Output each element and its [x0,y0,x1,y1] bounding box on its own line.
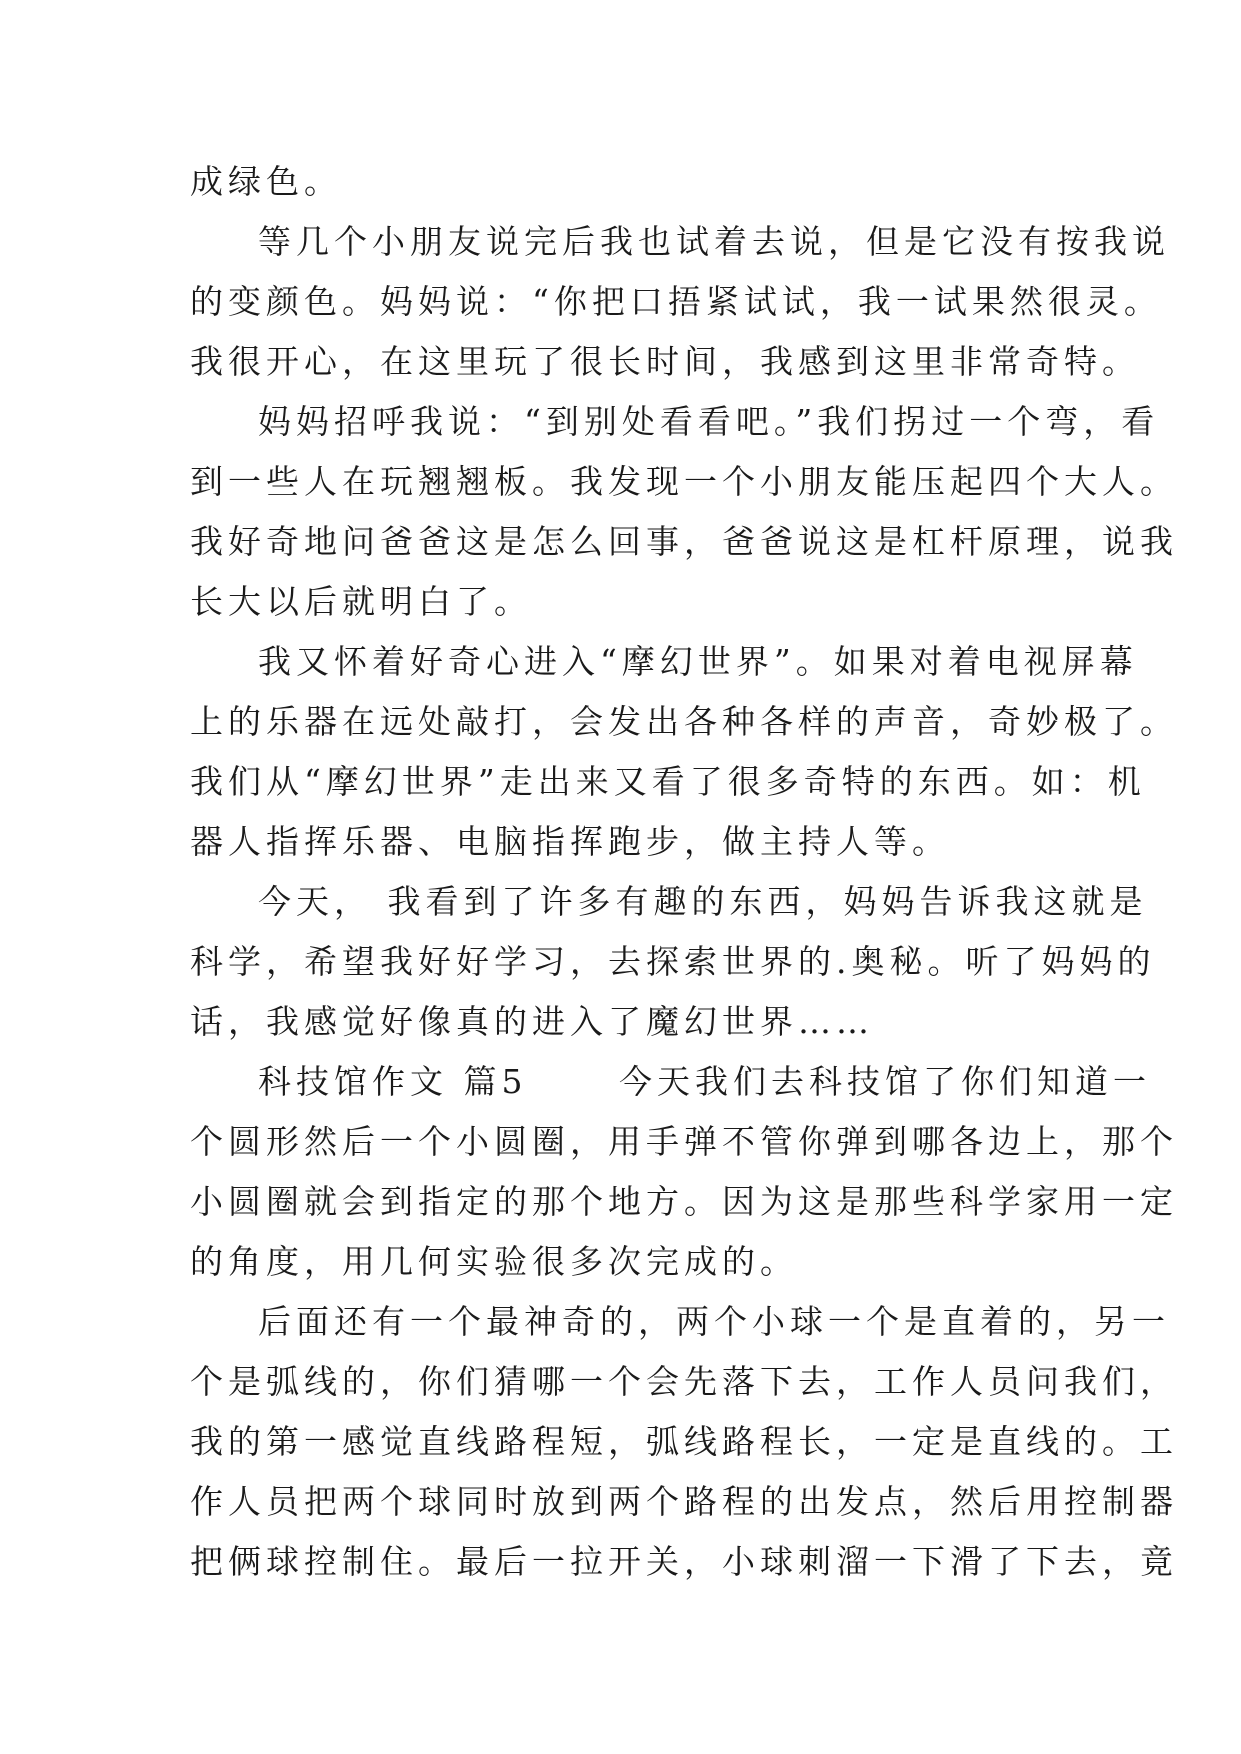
text-line-5: 妈妈招呼我说：“到别处看看吧。”我们拐过一个弯，看 [258,402,1160,441]
text-line-19: 的角度，用几何实验很多次完成的。 [190,1242,798,1281]
text-line-4: 我很开心，在这里玩了很长时间，我感到这里非常奇特。 [190,342,1140,381]
text-line-21: 个是弧线的，你们猜哪一个会先落下去，工作人员问我们， [190,1362,1178,1401]
text-line-7: 我好奇地问爸爸这是怎么回事，爸爸说这是杠杆原理，说我 [190,522,1178,561]
text-line-23: 作人员把两个球同时放到两个路程的出发点，然后用控制器 [190,1482,1178,1521]
text-line-9: 我又怀着好奇心进入“摩幻世界”。如果对着电视屏幕 [258,642,1138,681]
text-line-12: 器人指挥乐器、电脑指挥跑步，做主持人等。 [190,822,950,861]
text-line-18: 小圆圈就会到指定的那个地方。因为这是那些科学家用一定 [190,1182,1178,1221]
text-line-24: 把俩球控制住。最后一拉开关，小球刺溜一下滑了下去，竟 [190,1542,1178,1581]
text-line-16: 科技馆作文 篇5 今天我们去科技馆了你们知道一 [258,1062,1151,1101]
text-line-8: 长大以后就明白了。 [190,582,532,621]
text-line-2: 等几个小朋友说完后我也试着去说，但是它没有按我说 [258,222,1170,261]
text-line-13: 今天， 我看到了许多有趣的东西，妈妈告诉我这就是 [258,882,1148,921]
text-line-6: 到一些人在玩翘翘板。我发现一个小朋友能压起四个大人。 [190,462,1178,501]
text-line-14: 科学，希望我好好学习，去探索世界的.奥秘。听了妈妈的 [190,942,1156,981]
text-line-20: 后面还有一个最神奇的，两个小球一个是直着的，另一 [258,1302,1170,1341]
text-line-22: 我的第一感觉直线路程短，弧线路程长，一定是直线的。工 [190,1422,1178,1461]
text-line-1: 成绿色。 [190,162,342,201]
text-line-3: 的变颜色。妈妈说：“你把口捂紧试试，我一试果然很灵。 [190,282,1162,321]
text-line-17: 个圆形然后一个小圆圈，用手弹不管你弹到哪各边上，那个 [190,1122,1178,1161]
text-line-15: 话，我感觉好像真的进入了魔幻世界…… [190,1002,874,1041]
text-line-10: 上的乐器在远处敲打，会发出各种各样的声音，奇妙极了。 [190,702,1178,741]
essay-body [190,152,1178,1592]
text-line-11: 我们从“摩幻世界”走出来又看了很多奇特的东西。如：机 [190,762,1146,801]
